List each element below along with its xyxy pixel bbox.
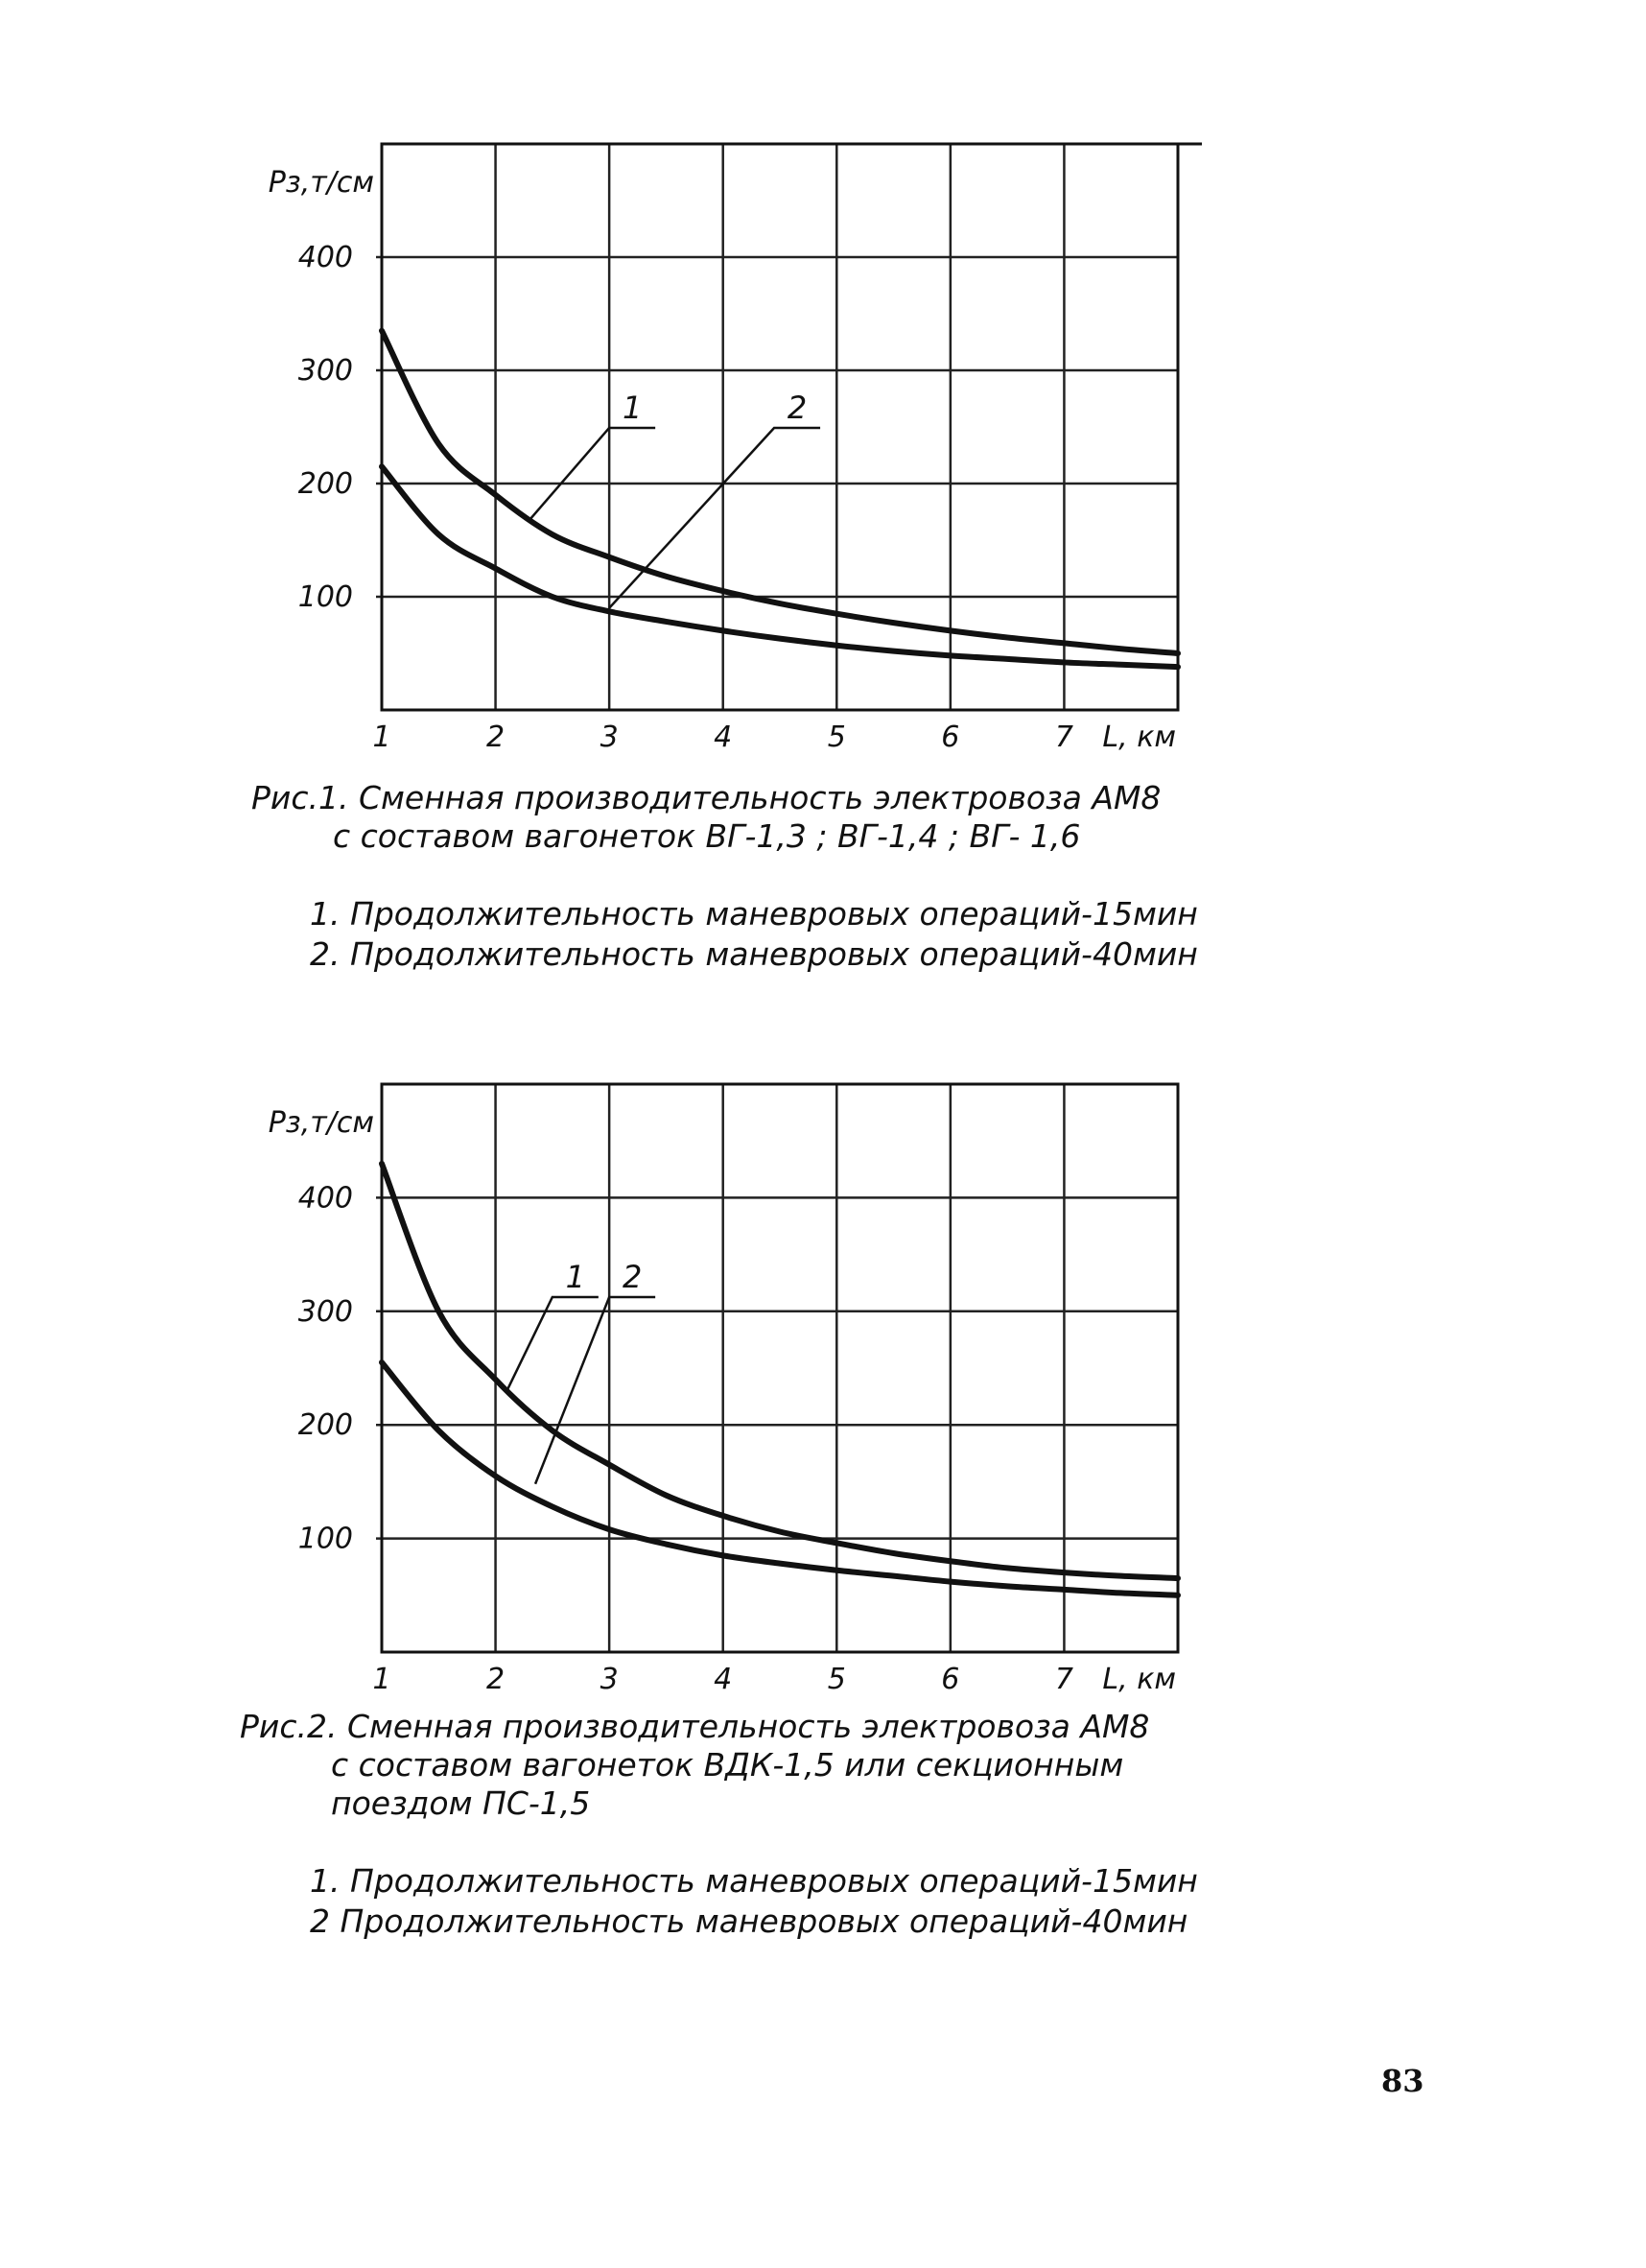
chart-2-legend (310, 1861, 1198, 1942)
legend-number: 1. (310, 1862, 341, 1900)
x-tick-label: 6 (941, 721, 960, 754)
chart-2-caption-prefix: Рис.2. (240, 1708, 338, 1745)
legend-number: 2. (310, 935, 341, 973)
legend-text: Продолжительность маневровых операций-15мин (350, 895, 1198, 933)
legend-text: Продолжительность маневровых операций-40мин (350, 935, 1198, 973)
legend-text: Продолжительность маневровых операций-40мин (340, 1902, 1188, 1940)
y-tick-label: 400 (297, 241, 353, 274)
y-tick-label: 200 (297, 467, 353, 501)
chart-2-caption-line-3: поездом ПС-1,5 (331, 1784, 591, 1822)
chart-2-caption-line-1 (240, 1708, 1149, 1746)
series-1-label: 1 (565, 1259, 586, 1295)
x-tick-label: 4 (714, 721, 733, 754)
series-2-label: 2 (787, 390, 808, 426)
series-2-line (382, 1362, 1178, 1595)
y-axis-label: Pз,т/см (268, 1106, 374, 1140)
legend-number: 2 (310, 1902, 330, 1940)
x-tick-label: 2 (486, 1663, 506, 1696)
x-tick-label: 6 (941, 1663, 960, 1696)
y-tick-label: 300 (297, 1294, 353, 1329)
legend-text: Продолжительность маневровых операций-15мин (350, 1862, 1198, 1900)
y-tick-label: 100 (297, 1522, 353, 1556)
chart-2-legend-item-1 (310, 1861, 1198, 1902)
x-axis-label: L, км (1102, 721, 1176, 754)
chart-2-caption (240, 1708, 1149, 1823)
x-tick-label: 5 (827, 721, 846, 754)
x-tick-label: 1 (372, 1663, 391, 1696)
chart-2-legend-item-2 (310, 1902, 1198, 1942)
y-axis-label: Pз,т/см (268, 166, 374, 200)
series-2-label: 2 (622, 1259, 643, 1295)
plot-frame (382, 1084, 1178, 1652)
chart-1-caption-line-2: с составом вагонеток ВГ-1,3 ; ВГ-1,4 ; ВГ- 1,6 (333, 817, 1081, 855)
chart-1-caption-title: Сменная производительность электровоза АМ8 (358, 779, 1162, 816)
chart-1-caption-prefix: Рис.1. (251, 779, 349, 816)
x-tick-label: 5 (827, 1663, 846, 1696)
chart-2-caption-line-2: с составом вагонеток ВДК-1,5 или секционным (331, 1746, 1124, 1784)
x-tick-label: 1 (372, 721, 391, 754)
x-tick-label: 7 (1054, 721, 1073, 754)
y-tick-label: 300 (297, 354, 353, 388)
page-number: 83 (1381, 2063, 1424, 2099)
legend-number: 1. (310, 895, 341, 933)
x-tick-label: 4 (714, 1663, 733, 1696)
y-tick-label: 400 (297, 1181, 353, 1216)
chart-2-caption-title: Сменная производительность электровоза АМ8 (346, 1708, 1150, 1745)
series-1-label: 1 (622, 390, 643, 426)
x-tick-label: 3 (600, 1663, 619, 1696)
series-1-line (382, 1164, 1178, 1578)
x-tick-label: 7 (1054, 1663, 1073, 1696)
x-axis-label: L, км (1102, 1663, 1176, 1696)
x-tick-label: 2 (486, 721, 506, 754)
y-tick-label: 200 (297, 1408, 353, 1443)
x-tick-label: 3 (600, 721, 619, 754)
y-tick-label: 100 (297, 580, 353, 614)
